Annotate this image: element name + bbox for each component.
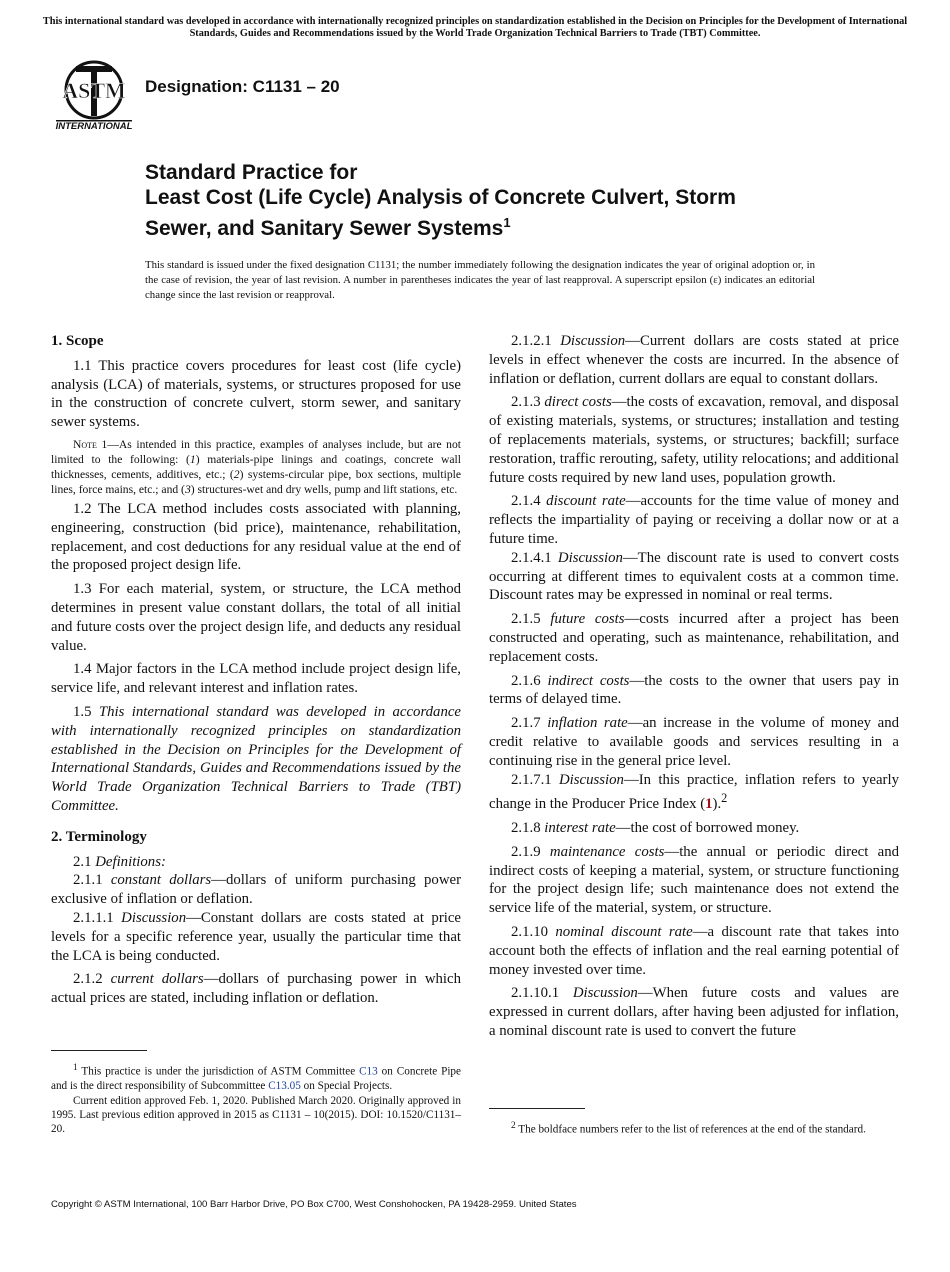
- title-line-3: Sewer, and Sanitary Sewer Systems: [145, 217, 504, 240]
- right-column: [489, 332, 899, 1046]
- def-indirect-costs: 2.1.6 indirect costs—the costs to the owner that users pay in terms of delayed time.: [489, 672, 899, 708]
- note-label: Note 1: [73, 437, 108, 451]
- logo-text: INTERNATIONAL: [55, 121, 133, 132]
- def-discount-rate: 2.1.4 discount rate—accounts for the time value of money and reflects the impartiality of paying or receiving a dollar now or at a future time.: [489, 493, 899, 547]
- wto-notice: This international standard was developed in accordance with internationally recognized principles on standardization established in the Decision on Principles for the Development of International Standards, Guides and Recommendations issued by the World Trade Organization Technical Barriers to Trade (TBT) Committee.: [42, 16, 908, 39]
- discussion-inflation: 2.1.7.1 Discussion—In this practice, inflation refers to yearly change in the Producer Price Index (1).$^2$: [489, 771, 899, 813]
- para-1-3: 1.3 For each material, system, or structure, the LCA method determines in present value constant dollars, the total of all initial and future costs over the project design life, and deducts any residual value.: [51, 581, 461, 654]
- link-c13-05[interactable]: C13.05: [268, 1080, 301, 1093]
- footnote-2-ref[interactable]: 2: [721, 791, 728, 806]
- title-line-1: Standard Practice for: [145, 161, 358, 184]
- def-constant-dollars: 2.1.1 constant dollars—dollars of uniform purchasing power exclusive of inflation or deflation.: [51, 872, 462, 908]
- section-heading-terminology: 2. Terminology: [51, 828, 147, 845]
- def-maintenance-costs: 2.1.9 maintenance costs—the annual or periodic direct and indirect costs of keeping a material, system, or structure functioning for the project design life; such maintenance does not extend the service life of the material, system, or structure.: [489, 843, 900, 917]
- discussion-current-dollars: 2.1.2.1 Discussion—Current dollars are costs stated at price levels in effect whenever the costs are incurred. In the absence of inflation or deflation, current dollars are equal to constant dollars.: [489, 333, 899, 387]
- def-current-dollars: 2.1.2 current dollars—dollars of purchasing power in which actual prices are stated, including inflation or deflation.: [51, 971, 461, 1007]
- title-line-2: Least Cost (Life Cycle) Analysis of Concrete Culvert, Storm: [145, 186, 736, 209]
- def-inflation-rate: 2.1.7 inflation rate—an increase in the volume of money and credit relative to available goods and services resulting in a continuing rise in the general price level.: [489, 715, 900, 769]
- svg-text:ASTM: ASTM: [62, 78, 126, 103]
- footnote-1: $^1$ This practice is under the jurisdiction of ASTM Committee C13 on Concrete Pipe and is the direct responsibility of Subcommittee C13.05 on Special Projects. Current edition approved Feb. 1, 2020. Published March 2020. Originally approved in 1995. Last previous edition approved in 2015 as C1131 – 10(2015). DOI: 10.1520/C1131–20.: [51, 1063, 461, 1136]
- title-footnote-ref[interactable]: 1: [503, 215, 511, 230]
- issuance-statement: This standard is issued under the fixed designation C1131; the number immediately following the designation indicates the year of original adoption or, in the case of revision, the year of last revision. A number in parentheses indicates the year of last reapproval. A superscript epsilon (ε) indicates an editorial change since the last revision or reapproval.: [145, 259, 815, 301]
- discussion-constant-dollars: 2.1.1.1 Discussion—Constant dollars are costs stated at price levels for a specific reference year, usually the particular time that the LCA is being conducted.: [51, 909, 461, 964]
- link-c13[interactable]: C13: [359, 1065, 378, 1078]
- para-1-1: 1.1 This practice covers procedures for least cost (life cycle) analysis (LCA) of materials, systems, or structures proposed for use in the construction of concrete culvert, storm sewer, and sanitary sewer systems.: [51, 357, 461, 431]
- def-direct-costs: 2.1.3 direct costs—the costs of excavation, removal, and disposal of existing materials, systems, or structures; installation and testing of replacements materials, systems, or structures; backfill; surface restoration, traffic rerouting, safety, utility relocations; and additional future costs required by new land uses, population growth.: [489, 394, 899, 486]
- def-nominal-discount-rate: 2.1.10 nominal discount rate—a discount rate that takes into account both the effects of inflation and the real earning potential of money invested over time.: [489, 924, 899, 978]
- para-2-1: 2.1 Definitions:: [73, 853, 166, 870]
- footnote-rule-left: [51, 1050, 147, 1051]
- footnote-2: $^2$ The boldface numbers refer to the list of references at the end of the standard.: [511, 1121, 866, 1136]
- def-future-costs: 2.1.5 future costs—costs incurred after a project has been constructed and operating, such as maintenance, rehabilitation, and replacement costs.: [489, 611, 900, 665]
- document-title: [145, 160, 845, 241]
- para-1-4: 1.4 Major factors in the LCA method include project design life, service life, and relevant interest and inflation rates.: [51, 661, 461, 697]
- reference-1-link[interactable]: 1: [705, 796, 713, 813]
- footnote-rule-right: [489, 1108, 585, 1109]
- astm-logo: [54, 56, 134, 132]
- left-column: [51, 332, 461, 1013]
- para-1-2: 1.2 The LCA method includes costs associated with planning, engineering, construction (bid price), maintenance, rehabilitation, replacement, and cost deductions for any residual value at the end of the proposed project design life.: [51, 500, 461, 574]
- note-1: Note 1—As intended in this practice, examples of analyses include, but are not limited to the following: (1) materials-pipe linings and coatings, concrete wall thicknesses, cements, additives, etc.; (2) systems-circular pipe, box sections, multiple lines, force mains, etc.; and (3) structures-wet and dry wells, pump and lift stations, etc.: [51, 437, 462, 496]
- section-heading-scope: 1. Scope: [51, 333, 104, 349]
- def-interest-rate: 2.1.8 interest rate—the cost of borrowed money.: [511, 820, 800, 837]
- discussion-nominal-discount-rate: 2.1.10.1 Discussion—When future costs and values are expressed in current dollars, after having been adjusted for inflation, a nominal discount rate is used to convert the future: [489, 985, 899, 1040]
- copyright-line: Copyright © ASTM International, 100 Barr Harbor Drive, PO Box C700, West Conshohocken, PA 19428-2959. United States: [51, 1199, 577, 1210]
- designation: Designation: C1131 – 20: [145, 77, 340, 96]
- para-1-5: 1.5 This international standard was developed in accordance with internationally recognized principles on standardization established in the Decision on Principles for the Development of International Standards, Guides and Recommendations issued by the World Trade Organization Technical Barriers to Trade (TBT) Committee.: [51, 703, 461, 814]
- discussion-discount-rate: 2.1.4.1 Discussion—The discount rate is used to convert costs occurring at different times to equivalent costs at a common time. Discount rates may be expressed in nominal or real terms.: [489, 549, 900, 604]
